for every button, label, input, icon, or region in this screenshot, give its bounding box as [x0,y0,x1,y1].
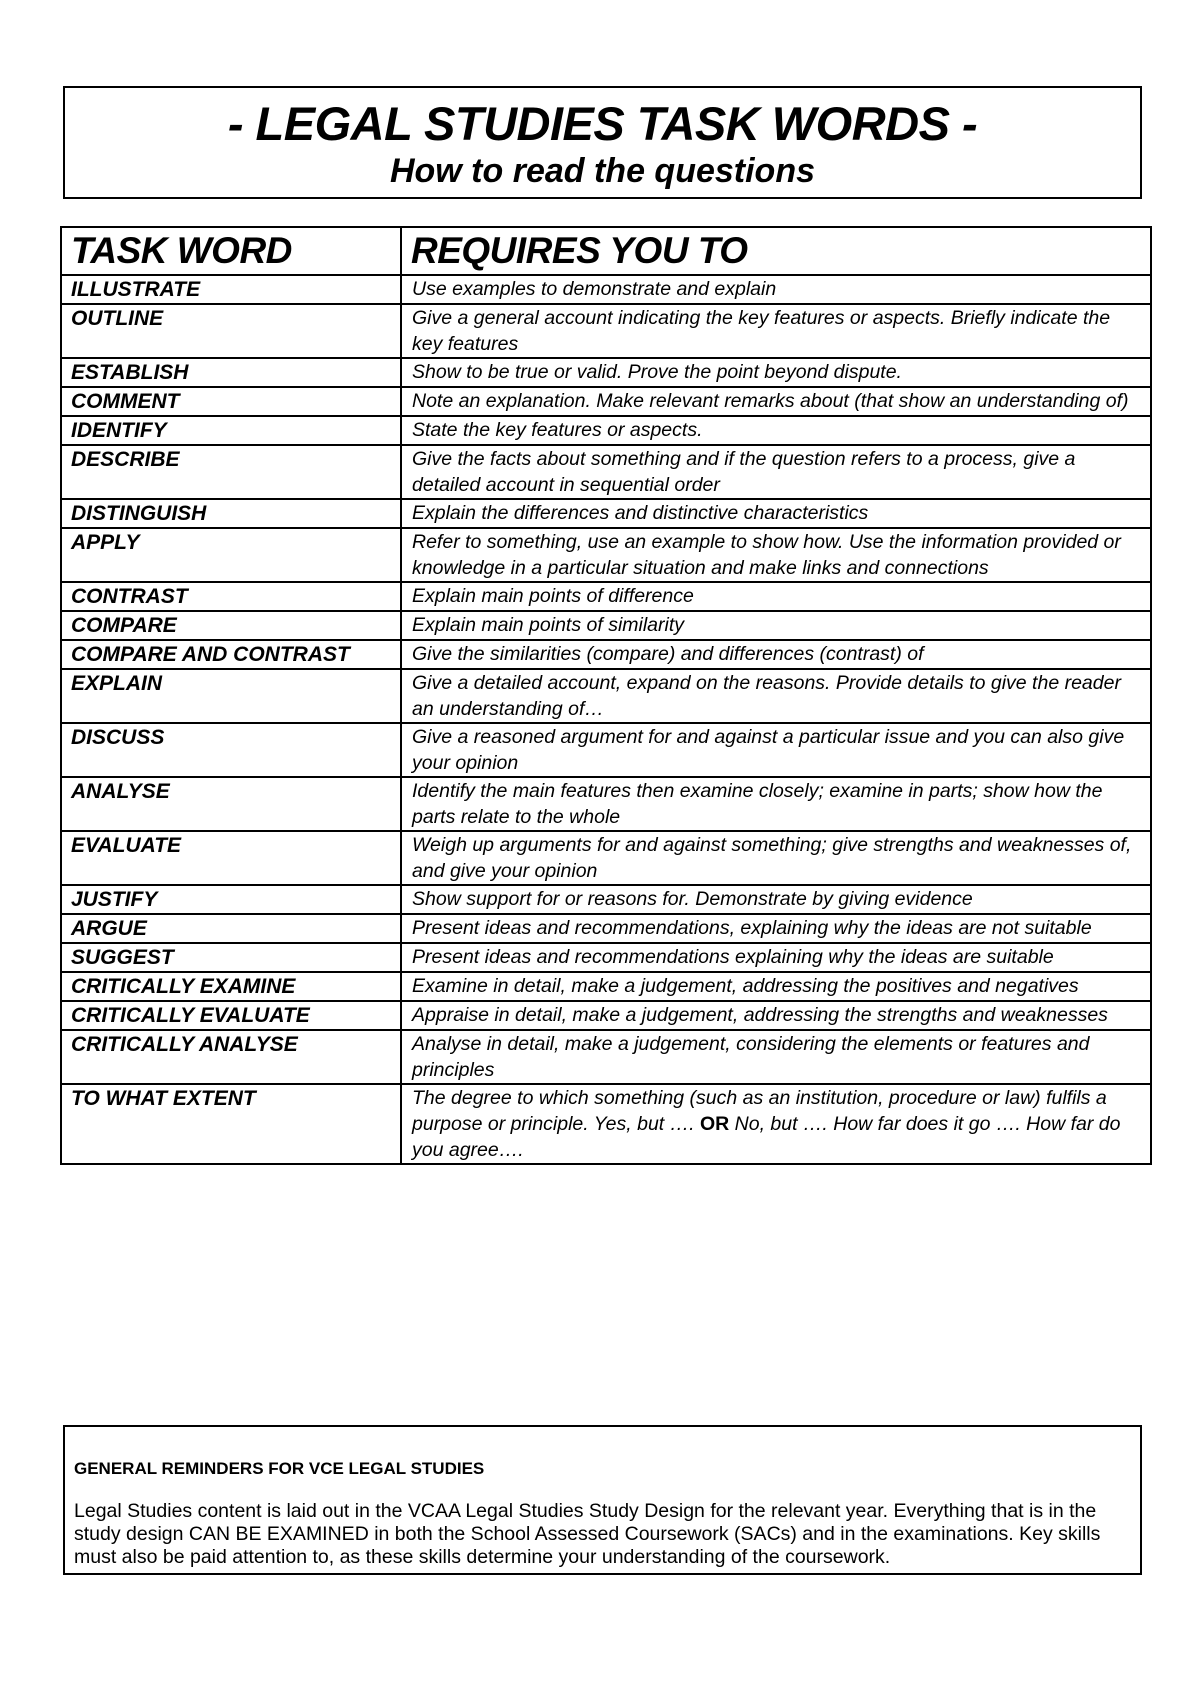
page-title: - LEGAL STUDIES TASK WORDS - [227,97,978,150]
task-definition: Analyse in detail, make a judgement, considering the elements or features and principles [401,1030,1151,1084]
table-row [61,275,1151,304]
task-definition: Explain main points of difference [401,582,1151,611]
task-definition: Appraise in detail, make a judgement, addressing the strengths and weaknesses [401,1001,1151,1030]
table-row [61,831,1151,885]
task-definition: Give the facts about something and if the question refers to a process, give a detailed account in sequential order [401,445,1151,499]
task-definition: Note an explanation. Make relevant remarks about (that show an understanding of) [401,387,1151,416]
task-definition: Identify the main features then examine closely; examine in parts; show how the parts relate to the whole [401,777,1151,831]
task-word: COMPARE AND CONTRAST [61,640,401,669]
table-row [61,304,1151,358]
task-word: CRITICALLY EVALUATE [61,1001,401,1030]
table-row [61,611,1151,640]
task-definition: Give a detailed account, expand on the reasons. Provide details to give the reader an understanding of… [401,669,1151,723]
table-row [61,445,1151,499]
task-word: APPLY [61,528,401,582]
column-header-task-word: TASK WORD [61,227,401,275]
table-row [61,777,1151,831]
column-header-requires-you-to: REQUIRES YOU TO [401,227,1151,275]
task-word: TO WHAT EXTENT [61,1084,401,1164]
task-word: DESCRIBE [61,445,401,499]
task-definition: Give a general account indicating the key features or aspects. Briefly indicate the key features [401,304,1151,358]
page-subtitle: How to read the questions [389,152,816,190]
task-definition: Weigh up arguments for and against something; give strengths and weaknesses of, and give your opinion [401,831,1151,885]
table-row [61,528,1151,582]
table-row [61,972,1151,1001]
table-row [61,723,1151,777]
table-row [61,640,1151,669]
table-row [61,885,1151,914]
table-header-row [61,227,1151,275]
task-word: IDENTIFY [61,416,401,445]
task-definition: Show to be true or valid. Prove the point beyond dispute. [401,358,1151,387]
table-row [61,387,1151,416]
task-word: ARGUE [61,914,401,943]
table-row [61,1084,1151,1164]
reminders-text: Legal Studies content is laid out in the VCAA Legal Studies Study Design for the relevant year. Everything that is in the study design CAN BE EXAMINED in both the School Assessed Coursework (SACs) and in the examinations. Key skills must also be paid attention to, as these skills determine your understanding of the coursework. [74,1500,1101,1568]
general-reminders-box [63,1425,1142,1575]
task-word: DISCUSS [61,723,401,777]
task-definition: Give a reasoned argument for and against a particular issue and you can also give your opinion [401,723,1151,777]
task-word: CONTRAST [61,582,401,611]
task-word: CRITICALLY EXAMINE [61,972,401,1001]
table-row [61,943,1151,972]
task-word: EXPLAIN [61,669,401,723]
table-row [61,1030,1151,1084]
task-word: COMMENT [61,387,401,416]
task-word: EVALUATE [61,831,401,885]
task-word: JUSTIFY [61,885,401,914]
task-word: DISTINGUISH [61,499,401,528]
table-row [61,499,1151,528]
task-definition: Give the similarities (compare) and differences (contrast) of [401,640,1151,669]
title-box [63,86,1142,199]
task-word: CRITICALLY ANALYSE [61,1030,401,1084]
table-row [61,358,1151,387]
task-definition: Present ideas and recommendations explaining why the ideas are suitable [401,943,1151,972]
table-row [61,416,1151,445]
task-definition: Show support for or reasons for. Demonstrate by giving evidence [401,885,1151,914]
definition-emphasis: OR [699,1113,730,1135]
task-definition: Explain the differences and distinctive characteristics [401,499,1151,528]
task-word: ILLUSTRATE [61,275,401,304]
task-word: OUTLINE [61,304,401,358]
table-row [61,669,1151,723]
task-definition: Use examples to demonstrate and explain [401,275,1151,304]
reminders-heading: GENERAL REMINDERS FOR VCE LEGAL STUDIES [74,1459,485,1478]
definition-text: No, but …. How far does it go …. How far do you agree…. [412,1113,1121,1161]
table-row [61,1001,1151,1030]
task-words-table [60,226,1152,1165]
task-definition: State the key features or aspects. [401,416,1151,445]
task-word: COMPARE [61,611,401,640]
task-word: ESTABLISH [61,358,401,387]
definition-text: The degree to which something (such as an institution, procedure or law) fulfils a purpose or principle. Yes, but …. [412,1087,1107,1135]
table-row [61,914,1151,943]
task-definition: Refer to something, use an example to show how. Use the information provided or knowledge in a particular situation and make links and connections [401,528,1151,582]
task-word: ANALYSE [61,777,401,831]
task-definition: Examine in detail, make a judgement, addressing the positives and negatives [401,972,1151,1001]
task-definition: Explain main points of similarity [401,611,1151,640]
task-definition: Present ideas and recommendations, explaining why the ideas are not suitable [401,914,1151,943]
task-word: SUGGEST [61,943,401,972]
task-definition [401,1084,1151,1164]
table-row [61,582,1151,611]
